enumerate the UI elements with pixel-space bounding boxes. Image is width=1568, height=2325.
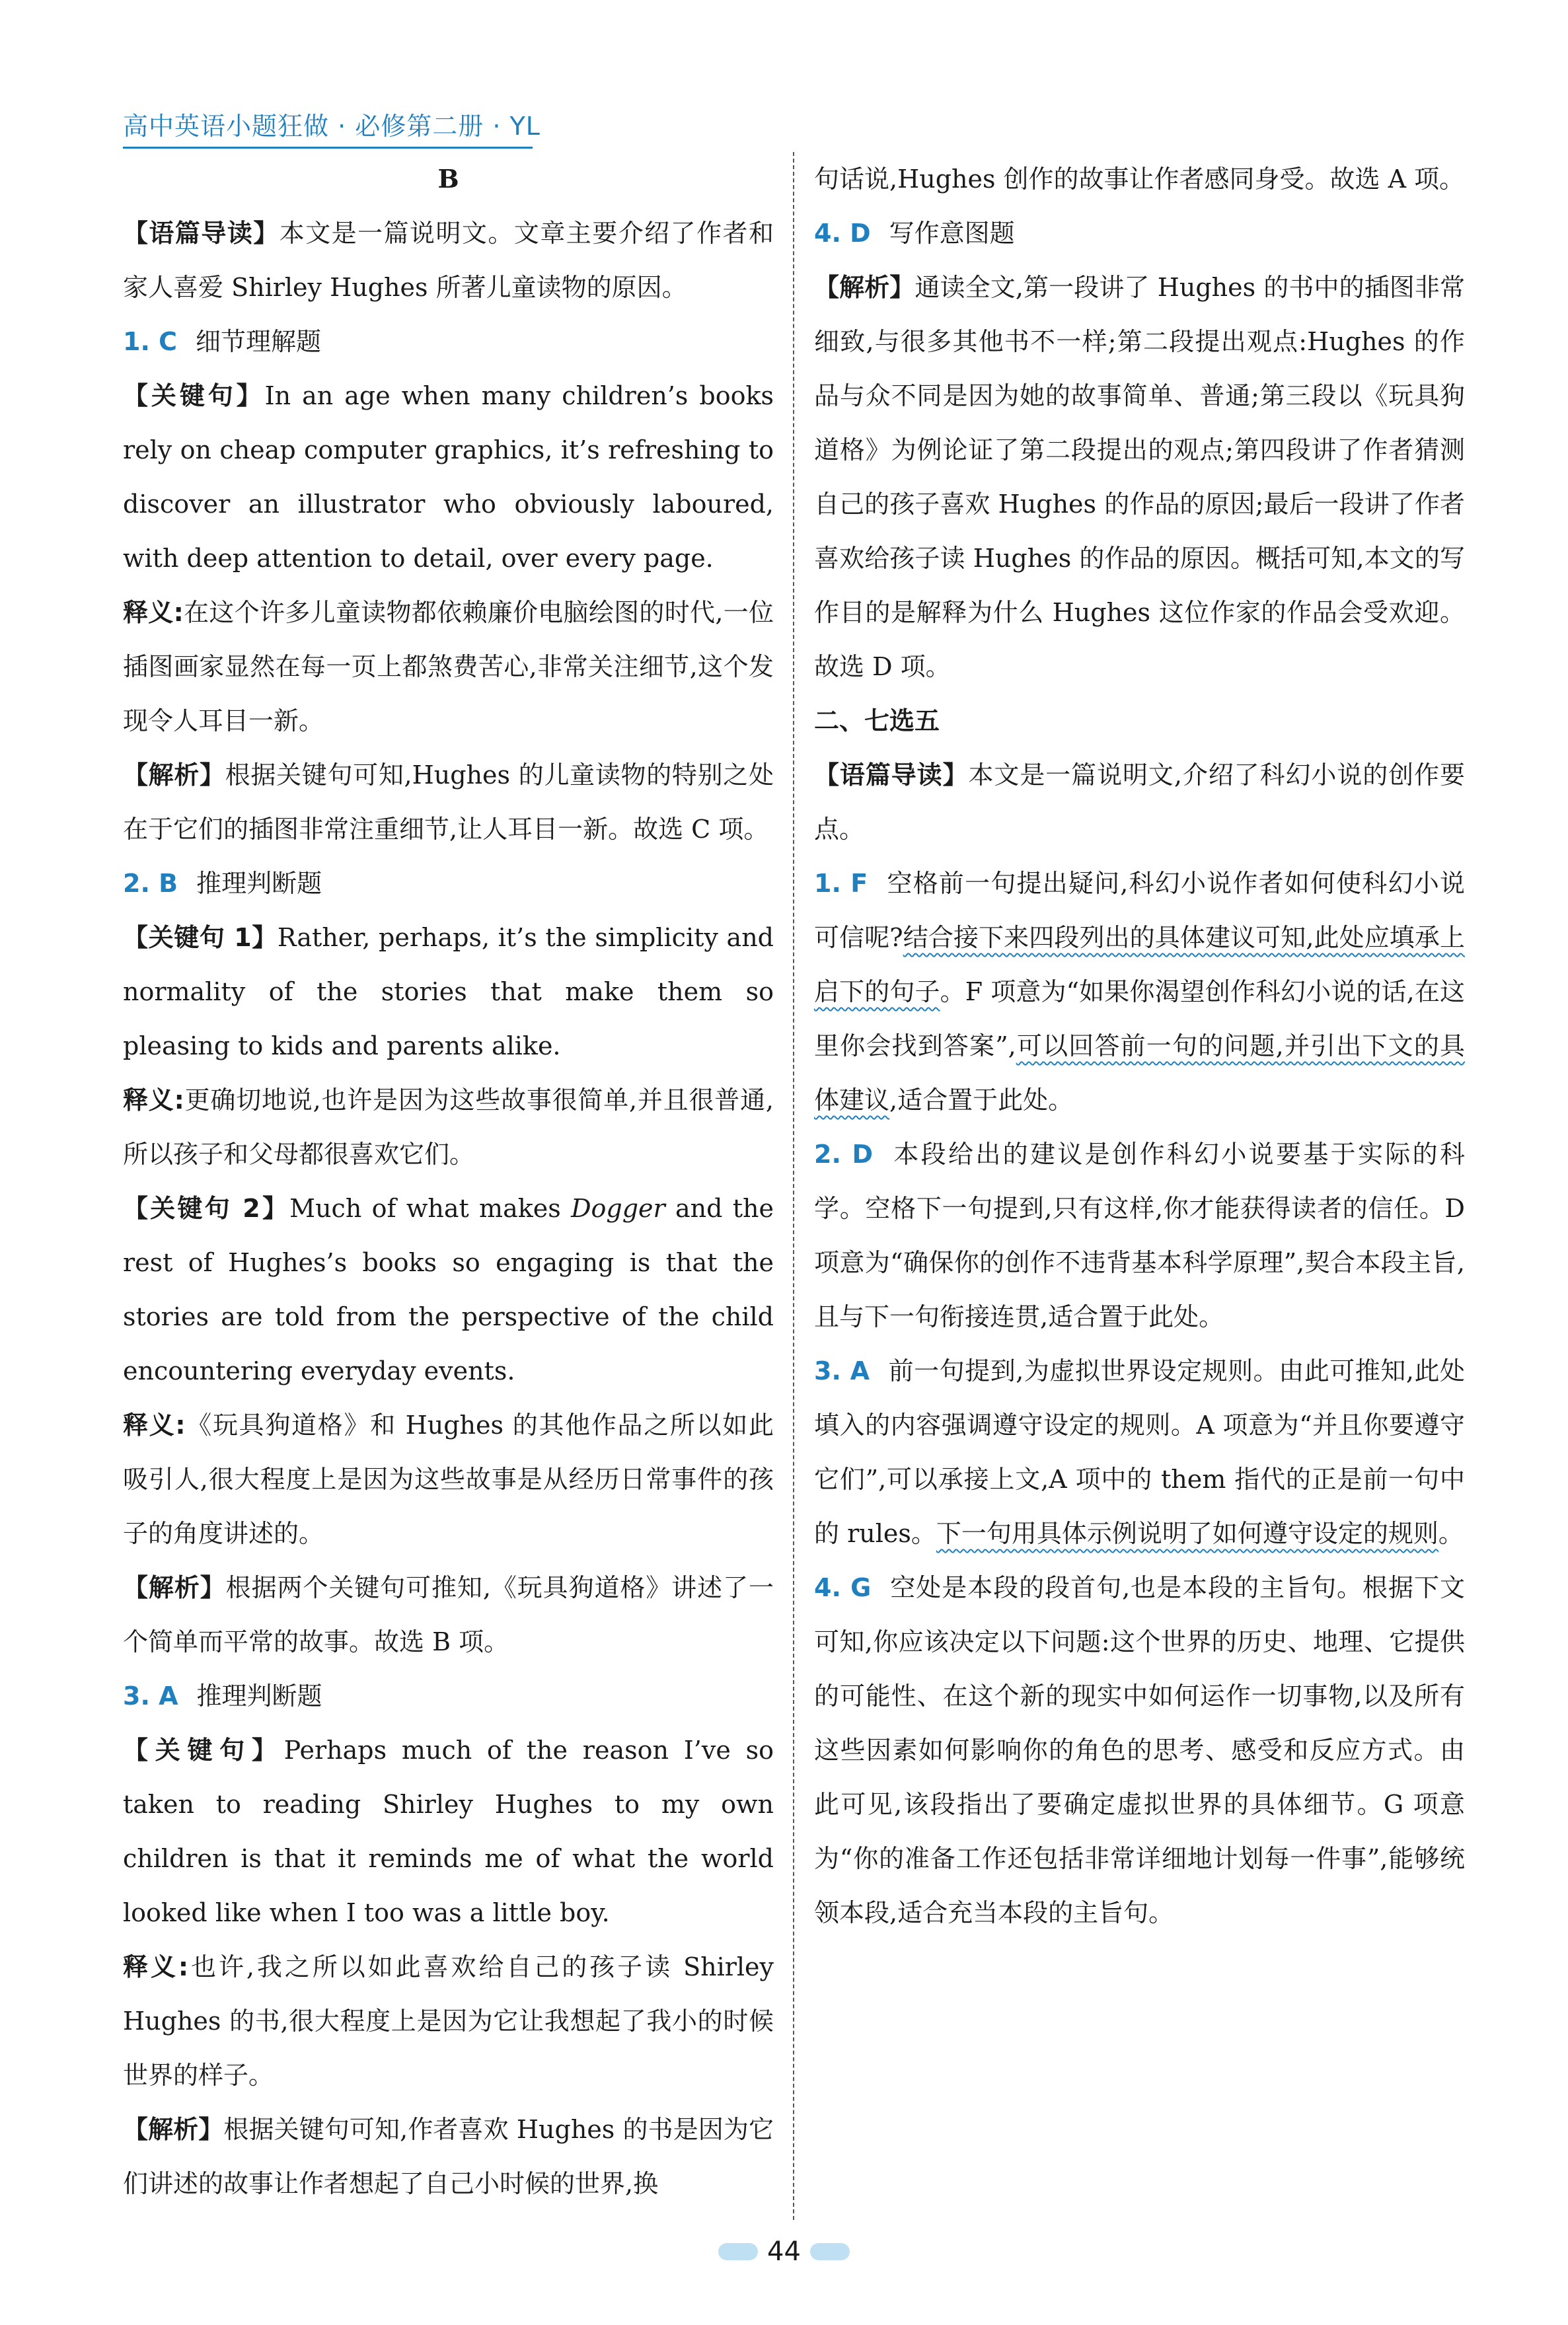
part-two-guide-label: 【语篇导读】: [814, 760, 969, 790]
s3-underlined: 下一句用具体示例说明了如何遵守设定的规则: [936, 1519, 1438, 1548]
q3-meaning: [123, 1940, 774, 2102]
q2-heading: [123, 856, 774, 910]
q4-analysis: [814, 260, 1465, 694]
q3-number: 3. A: [123, 1681, 178, 1711]
s2-paragraph: [814, 1127, 1465, 1344]
q1-key-text: In an age when many children’s books rely on cheap computer graphics, it’s refreshing to discover an illustrator who obviously laboured, with deep attention to detail, over every page.: [123, 381, 774, 573]
s4-text: 空处是本段的段首句,也是本段的主旨句。根据下文可知,你应该决定以下问题:这个世界的历史、地理、它提供的可能性、在这个新的现实中如何运作一切事物,以及所有这些因素如何影响你的角色的思考、感受和反应方式。由此可见,该段指出了要确定虚拟世界的具体细节。G 项意为“你的准备工作还包括非常详细地计划每一件事”,能够统领本段,适合充当本段的主旨句。: [814, 1573, 1465, 1927]
s4-number: 4. G: [814, 1573, 872, 1602]
s3-text-b: 。: [1438, 1519, 1464, 1548]
q2-meaning2-text: 《玩具狗道格》和 Hughes 的其他作品之所以如此吸引人,很大程度上是因为这些故事是从经历日常事件的孩子的角度讲述的。: [123, 1411, 774, 1548]
part-two-guide-text: 本文是一篇说明文,介绍了科幻小说的创作要点。: [814, 760, 1465, 844]
s3-number: 3. A: [814, 1356, 870, 1385]
q1-analysis: [123, 748, 774, 856]
q3-meaning-text: 也许,我之所以如此喜欢给自己的孩子读 Shirley Hughes 的书,很大程度上是因为它让我想起了我小的时候世界的样子。: [123, 1952, 774, 2090]
q3-key: [123, 1723, 774, 1940]
q1-number: 1. C: [123, 327, 177, 356]
q4-analysis-label: 【解析】: [814, 273, 915, 302]
s1-number: 1. F: [814, 869, 868, 898]
s3-text-a: 前一句提到,为虚拟世界设定规则。由此可推知,此处填入的内容强调遵守设定的规则。A 项意为“并且你要遵守它们”,可以承接上文,A 项中的 them 指代的正是前一句中的 rules。: [814, 1356, 1466, 1548]
guide-paragraph: [123, 206, 774, 314]
s1-text-c: ,适合置于此处。: [889, 1086, 1074, 1115]
s1-text-b: 。F 项意为“如果你渴望创作科幻小说的话,在这里你会找到答案”,: [814, 977, 1465, 1060]
q2-key2-book-title: Dogger: [571, 1194, 665, 1223]
q2-analysis: [123, 1561, 774, 1669]
q1-meaning: [123, 585, 774, 748]
guide-text: 本文是一篇说明文。文章主要介绍了作者和家人喜爱 Shirley Hughes 所著儿童读物的原因。: [123, 219, 774, 302]
q4-heading: [814, 206, 1465, 260]
q1-key-label: 【关键句】: [123, 381, 265, 410]
s1-paragraph: [814, 856, 1465, 1127]
q3-meaning-label: 释义:: [123, 1952, 189, 1981]
s2-text: 本段给出的建议是创作科幻小说要基于实际的科学。空格下一句提到,只有这样,你才能获得读者的信任。D 项意为“确保你的创作不违背基本科学原理”,契合本段主旨,且与下一句衔接连贯,适合置于此处。: [814, 1140, 1465, 1331]
s1-text-a: 空格前一句提出疑问,科幻小说作者如何使科幻小说可信呢?: [814, 869, 1465, 952]
q1-type: 细节理解题: [196, 327, 322, 356]
q2-meaning1-label: 释义:: [123, 1086, 184, 1115]
q4-analysis-text: 通读全文,第一段讲了 Hughes 的书中的插图非常细致,与很多其他书不一样;第二段提出观点:Hughes 的作品与众不同是因为她的故事简单、普通;第三段以《玩具狗道格》为例论证了第二段提出的观点;第四段讲了作者猜测自己的孩子喜欢 Hughes 的作品的原因;最后一段讲了作者喜欢给孩子读 Hughes 的作品的原因。概括可知,本文的写作目的是解释为什么 Hughes 这位作家的作品会受欢迎。故选 D 项。: [814, 273, 1465, 681]
q2-key2-label: 【关键句 2】: [123, 1194, 290, 1223]
q3-key-text: Perhaps much of the reason I’ve so taken to reading Shirley Hughes to my own children is that it reminds me of what the world looked like when I too was a little boy.: [123, 1736, 774, 1927]
page-footer: [0, 2236, 1568, 2267]
q2-key2-text-b: and the rest of Hughes’s books so engaging is that the stories are told from the perspective of the child encountering everyday events.: [123, 1194, 774, 1385]
page-number-left-bar: [718, 2243, 758, 2260]
section-heading: B: [437, 164, 459, 194]
s1-underlined-2: 可以回答前一句的问题,并引出下文的具体建议: [814, 1031, 1465, 1115]
q2-meaning1: [123, 1073, 774, 1181]
q3-analysis-label: 【解析】: [123, 2115, 224, 2144]
s2-number: 2. D: [814, 1140, 873, 1169]
q1-key: [123, 369, 774, 585]
q4-type: 写作意图题: [889, 219, 1015, 248]
header-rule: [123, 147, 533, 149]
q1-heading: [123, 314, 774, 369]
running-header: 高中英语小题狂做 · 必修第二册 · YL: [123, 112, 541, 141]
page-number-right-bar: [810, 2243, 850, 2260]
q2-key1: [123, 910, 774, 1073]
q2-meaning2: [123, 1398, 774, 1561]
q2-number: 2. B: [123, 869, 178, 898]
q3-key-label: 【关键句】: [123, 1736, 284, 1765]
s4-paragraph: [814, 1561, 1465, 1940]
q2-meaning1-text: 更确切地说,也许是因为这些故事很简单,并且很普通,所以孩子和父母都很喜欢它们。: [123, 1086, 774, 1169]
q2-analysis-text: 根据两个关键句可推知,《玩具狗道格》讲述了一个简单而平常的故事。故选 B 项。: [123, 1573, 774, 1656]
q2-key1-label: 【关键句 1】: [123, 923, 278, 952]
guide-label: 【语篇导读】: [123, 219, 280, 248]
part-two-heading: 二、七选五: [814, 706, 940, 735]
column-divider: [793, 152, 794, 2220]
part-two-guide: [814, 748, 1465, 856]
q3-analysis-text: 根据关键句可知,作者喜欢 Hughes 的书是因为它们讲述的故事让作者想起了自己小时候的世界,换: [123, 2115, 774, 2198]
s1-underlined-1: 结合接下来四段列出的具体建议可知,此处应填承上启下的句子: [814, 923, 1465, 1006]
q2-type: 推理判断题: [196, 869, 322, 898]
q2-key2-text-a: Much of what makes: [289, 1194, 572, 1223]
right-column: [814, 152, 1465, 1940]
q4-number: 4. D: [814, 219, 871, 248]
q3-type: 推理判断题: [196, 1681, 322, 1711]
q1-meaning-text: 在这个许多儿童读物都依赖廉价电脑绘图的时代,一位插图画家显然在每一页上都煞费苦心,非常关注细节,这个发现令人耳目一新。: [123, 598, 774, 735]
q3-analysis-continued: 句话说,Hughes 创作的故事让作者感同身受。故选 A 项。: [814, 165, 1465, 194]
q3-heading: [123, 1669, 774, 1723]
q2-analysis-label: 【解析】: [123, 1573, 226, 1602]
page-number: 44: [767, 2236, 801, 2267]
q1-analysis-text: 根据关键句可知,Hughes 的儿童读物的特别之处在于它们的插图非常注重细节,让人耳目一新。故选 C 项。: [123, 760, 774, 844]
q2-meaning2-label: 释义:: [123, 1411, 186, 1440]
q2-key1-text: Rather, perhaps, it’s the simplicity and normality of the stories that make them so pleasing to kids and parents alike.: [123, 923, 774, 1060]
s3-paragraph: [814, 1344, 1465, 1561]
q1-meaning-label: 释义:: [123, 598, 184, 627]
q3-analysis: [123, 2102, 774, 2211]
q2-key2: [123, 1181, 774, 1398]
q1-analysis-label: 【解析】: [123, 760, 225, 790]
left-column: [123, 152, 774, 2211]
